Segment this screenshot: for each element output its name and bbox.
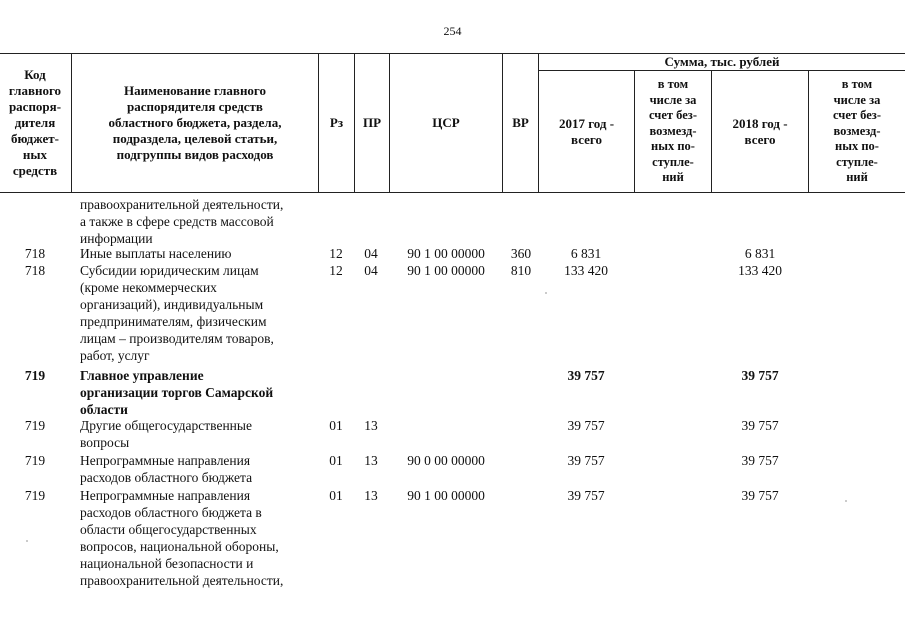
cell-name: Непрограммные направления расходов областного бюджета в области общегосударственных вопросов, национальной обороны, национальной безопасности и правоохранительной деятельности, [80,488,284,588]
header-pr: ПР [362,115,382,130]
cell-csr: 90 1 00 00000 [407,246,485,261]
cell-vr: 810 [510,263,532,278]
cell-name: Непрограммные направления расходов областного бюджета [80,453,253,485]
cell-csr: 90 1 00 00000 [407,263,485,278]
cell-s18: 39 757 [741,453,779,468]
cell-s17: 39 757 [567,453,605,468]
cell-s17: 133 420 [564,263,608,278]
cell-rz: 01 [329,488,343,503]
header-2018-free: в том числе за счет без- возмезд- ных по- ступле- ний [833,77,881,185]
cell-rz: 12 [329,263,343,278]
cell-s17: 39 757 [567,488,605,503]
cell-name: Иные выплаты населению [80,246,232,261]
cell-code: 719 [24,488,46,503]
cell-csr: 90 1 00 00000 [407,488,485,503]
cell-s17: 6 831 [570,246,602,261]
cell-s18: 39 757 [741,418,779,433]
scan-speck [545,292,547,294]
header-name: Наименование главного распорядителя средств областного бюджета, раздела, подраздела, целевой статьи, подгруппы видов расходов [108,83,282,162]
header-2018-total: 2018 год - всего [732,115,788,147]
header-csr: ЦСР [432,115,460,130]
header-sum-group: Сумма, тыс. рублей [664,54,780,69]
page-number: 254 [443,24,462,38]
cell-rz: 12 [329,246,343,261]
header-vr: ВР [512,115,529,130]
cell-code: 719 [24,368,46,383]
cell-pr: 13 [364,418,378,433]
cell-name: Субсидии юридическим лицам (кроме некоммерческих организаций), индивидуальным предпринимателям, физическим лицам – производителям товаров, работ, услуг [80,263,274,363]
cell-code: 719 [24,418,46,433]
cell-pr: 13 [364,453,378,468]
scan-speck [26,540,28,542]
cell-csr: 90 0 00 00000 [407,453,485,468]
cell-name: Главное управление организации торгов Самарской области [80,368,274,417]
cell-pr: 04 [364,246,378,261]
cell-code: 719 [24,453,46,468]
header-2017-free: в том числе за счет без- возмезд- ных по- ступле- ний [649,77,697,185]
cell-s18: 133 420 [738,263,782,278]
header-rz: Рз [329,115,344,130]
cell-vr: 360 [510,246,532,261]
cell-s17: 39 757 [567,418,605,433]
cell-rz: 01 [329,453,343,468]
scan-speck [845,500,847,502]
cell-code: 718 [24,246,46,261]
cell-s18: 39 757 [741,488,779,503]
cell-pr: 13 [364,488,378,503]
cell-s18: 39 757 [741,368,779,383]
header-2017-total: 2017 год - всего [558,115,615,147]
cell-rz: 01 [329,418,343,433]
cell-pr: 04 [364,263,378,278]
cell-s17: 39 757 [567,368,605,383]
cell-name: правоохранительной деятельности, а также в сфере средств массовой информации [80,197,284,246]
header-code: Код главного распоря- дителя бюджет- ных средств [8,67,62,178]
cell-code: 718 [24,263,46,278]
cell-s18: 6 831 [744,246,776,261]
cell-name: Другие общегосударственные вопросы [80,418,252,450]
